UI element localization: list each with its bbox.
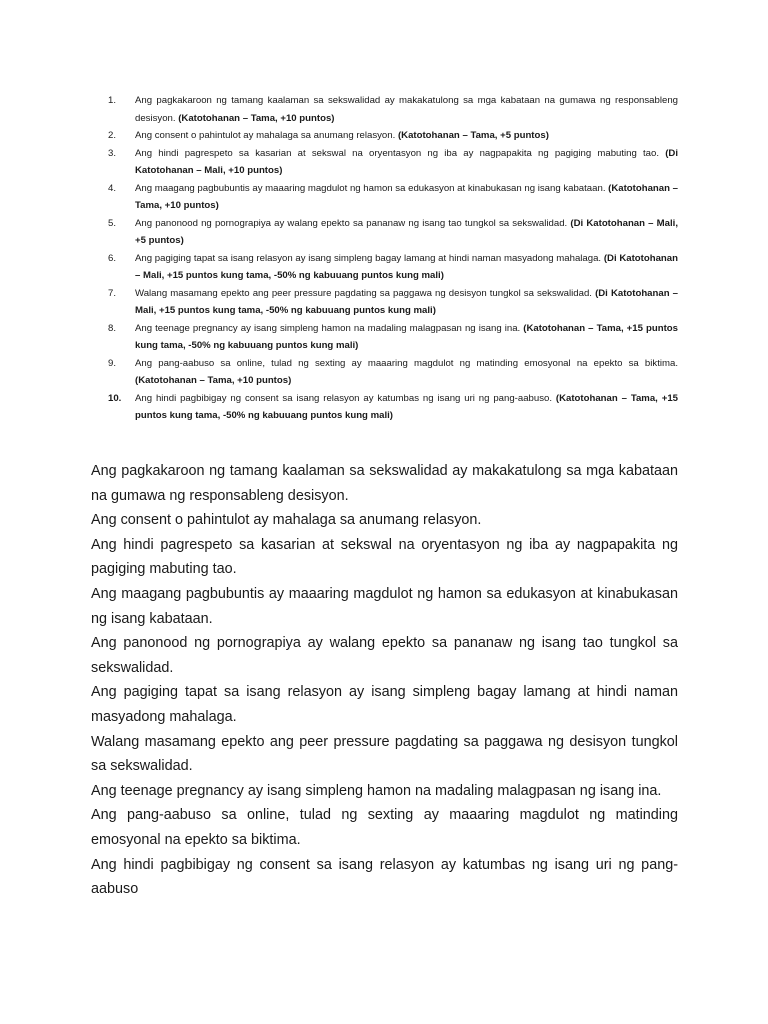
answer-key-item [108, 285, 678, 320]
statements-block [91, 459, 678, 902]
item-statement: Ang teenage pregnancy ay isang simpleng hamon na madaling malagpasan ng isang ina. [135, 322, 521, 334]
statement-paragraph: Ang pagkakaroon ng tamang kaalaman sa sekswalidad ay makakatulong sa mga kabataan na gumawa ng responsableng desisyon. [91, 463, 678, 504]
item-statement: Walang masamang epekto ang peer pressure pagdating sa paggawa ng desisyon tungkol sa sekswalidad. [135, 287, 592, 299]
item-text [135, 390, 678, 425]
statement-paragraph: Ang pang-aabuso sa online, tulad ng sexting ay maaaring magdulot ng matinding emosyonal na epekto sa biktima. [91, 807, 678, 848]
statement-paragraph: Ang teenage pregnancy ay isang simpleng hamon na madaling malagpasan ng isang ina. [91, 782, 662, 799]
item-statement: Ang hindi pagbibigay ng consent sa isang relasyon ay katumbas ng isang uri ng pang-aabuso. [135, 392, 553, 404]
item-number: 4. [108, 182, 117, 194]
item-text [135, 92, 678, 127]
item-text [135, 180, 678, 215]
item-statement: Ang maagang pagbubuntis ay maaaring magdulot ng hamon sa edukasyon at kinabukasan ng isang kabataan. [135, 182, 606, 194]
item-answer: (Di Katotohanan – Mali, +15 puntos kung tama, -50% ng kabuuang puntos kung mali) [135, 287, 679, 316]
statement-paragraph: Ang pagiging tapat sa isang relasyon ay isang simpleng bagay lamang at hindi naman masyadong mahalaga. [91, 684, 678, 725]
statement-paragraph: Walang masamang epekto ang peer pressure pagdating sa paggawa ng desisyon tungkol sa sekswalidad. [91, 733, 678, 775]
statement-paragraph: Ang consent o pahintulot ay mahalaga sa anumang relasyon. [91, 512, 482, 529]
item-text [135, 215, 678, 250]
answer-key-item [108, 145, 678, 180]
item-number: 10. [108, 392, 122, 404]
item-statement: Ang panonood ng pornograpiya ay walang epekto sa pananaw ng isang tao tungkol sa sekswalidad. [135, 217, 568, 229]
item-text [135, 127, 678, 145]
item-number: 2. [108, 130, 117, 141]
item-text [135, 285, 678, 320]
item-answer: (Katotohanan – Tama, +15 puntos kung tama, -50% ng kabuuang puntos kung mali) [135, 392, 678, 421]
answer-key-item [108, 250, 678, 285]
item-number: 5. [108, 217, 117, 229]
item-statement: Ang pagiging tapat sa isang relasyon ay isang simpleng bagay lamang at hindi naman masyadong mahalaga. [135, 252, 602, 264]
item-statement: Ang consent o pahintulot ay mahalaga sa anumang relasyon. [135, 130, 396, 141]
item-number: 1. [108, 95, 117, 106]
item-number: 7. [108, 287, 117, 299]
answer-key-item [108, 320, 678, 355]
answer-key-item [108, 180, 678, 215]
item-answer: (Katotohanan – Tama, +10 puntos) [178, 112, 335, 124]
item-number: 3. [108, 147, 117, 159]
answer-key-item [108, 127, 678, 145]
item-answer: (Katotohanan – Tama, +5 puntos) [397, 130, 549, 141]
item-statement: Ang pang-aabuso sa online, tulad ng sexting ay maaaring magdulot ng matinding emosyonal na epekto sa biktima. [135, 357, 678, 369]
statement-paragraph: Ang hindi pagbibigay ng consent sa isang relasyon ay katumbas ng isang uri ng pang-aabuso [91, 856, 678, 898]
item-number: 9. [108, 357, 117, 369]
statement-paragraph: Ang maagang pagbubuntis ay maaaring magdulot ng hamon sa edukasyon at kinabukasan ng isang kabataan. [91, 585, 678, 627]
item-answer: (Di Katotohanan – Mali, +5 puntos) [135, 217, 678, 246]
item-text [135, 355, 678, 390]
item-text [135, 250, 678, 285]
item-text [135, 320, 678, 355]
item-answer: (Katotohanan – Tama, +10 puntos) [135, 375, 292, 386]
item-statement: Ang pagkakaroon ng tamang kaalaman sa sekswalidad ay makakatulong sa mga kabataan na gumawa ng responsableng desisyon. [135, 95, 678, 124]
item-answer: (Katotohanan – Tama, +15 puntos kung tama, -50% ng kabuuang puntos kung mali) [135, 322, 678, 351]
answer-key-list [108, 92, 678, 425]
item-statement: Ang hindi pagrespeto sa kasarian at sekswal na oryentasyon ng iba ay nagpapakita ng pagiging mabuting tao. [135, 147, 660, 159]
item-answer: (Di Katotohanan – Mali, +15 puntos kung tama, -50% ng kabuuang puntos kung mali) [135, 252, 678, 281]
statement-paragraph: Ang panonood ng pornograpiya ay walang epekto sa pananaw ng isang tao tungkol sa sekswalidad. [91, 635, 678, 676]
item-text [135, 145, 678, 180]
item-answer: (Di Katotohanan – Mali, +10 puntos) [135, 147, 678, 176]
answer-key-item [108, 355, 678, 390]
answer-key-item [108, 390, 678, 425]
statement-paragraph: Ang hindi pagrespeto sa kasarian at sekswal na oryentasyon ng iba ay nagpapakita ng pagiging mabuting tao. [91, 536, 678, 578]
answer-key-item [108, 92, 678, 127]
item-answer: (Katotohanan – Tama, +10 puntos) [135, 182, 678, 211]
item-number: 8. [108, 322, 117, 334]
item-number: 6. [108, 252, 117, 264]
answer-key-item [108, 215, 678, 250]
